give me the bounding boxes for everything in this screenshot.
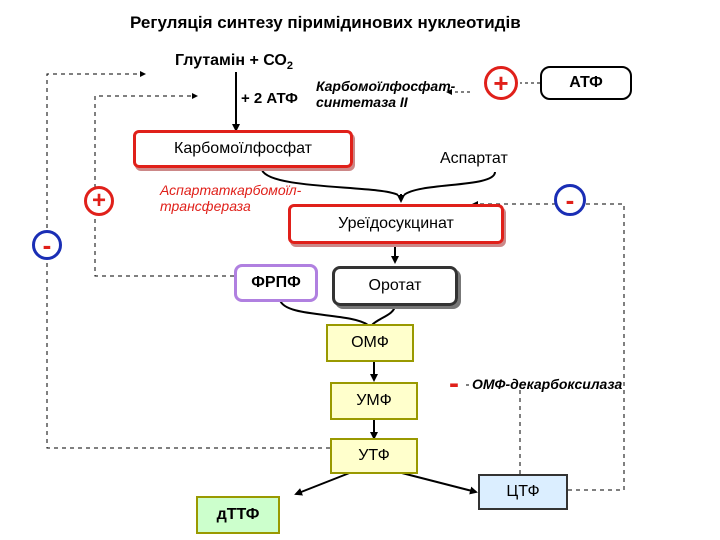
enzyme-aspartate-carbamoyltransferase: [160, 182, 301, 214]
enzyme-carbamoyl-phosphate-synthetase: [316, 78, 455, 110]
activation-plus-badge-prpp: +: [84, 186, 114, 216]
omp-box: ОМФ: [326, 324, 414, 362]
substrates-text: Глутамін + СО: [175, 52, 287, 69]
atp-box: АТФ: [540, 66, 632, 100]
ump-box: УМФ: [330, 382, 418, 420]
dttp-box: дТТФ: [196, 496, 280, 534]
enzyme2-line1: Аспартаткарбомоїл-: [160, 182, 302, 198]
ctp-box: ЦТФ: [478, 474, 568, 510]
ureidosuccinate-box: Уреїдосукцинат: [288, 204, 504, 244]
enzyme1-line2: синтетаза II: [316, 94, 408, 110]
diagram-title: Регуляція синтезу піримідинових нуклеотидів: [130, 13, 521, 32]
aspartate-label: Аспартат: [440, 150, 508, 167]
enzyme-omp-decarboxylase: ОМФ-декарбоксилаза: [472, 376, 623, 392]
co2-subscript: 2: [286, 60, 293, 73]
inhibition-minus-badge-ctp: -: [554, 184, 586, 216]
activation-plus-badge-atp: +: [484, 66, 518, 100]
prpp-box: ФРПФ: [234, 264, 318, 302]
carbamoyl-phosphate-box: Карбомоїлфосфат: [133, 130, 353, 168]
inhibition-minus-badge-ump: -: [449, 367, 459, 400]
utp-box: УТФ: [330, 438, 418, 474]
enzyme2-line2: трансфераза: [160, 198, 251, 214]
substrates-label: [175, 52, 293, 72]
atp-input-label: + 2 АТФ: [241, 90, 298, 107]
orotate-box: Оротат: [332, 266, 458, 306]
inhibition-minus-badge-utp: -: [32, 230, 62, 260]
enzyme1-line1: Карбомоїлфосфат-: [316, 78, 456, 94]
